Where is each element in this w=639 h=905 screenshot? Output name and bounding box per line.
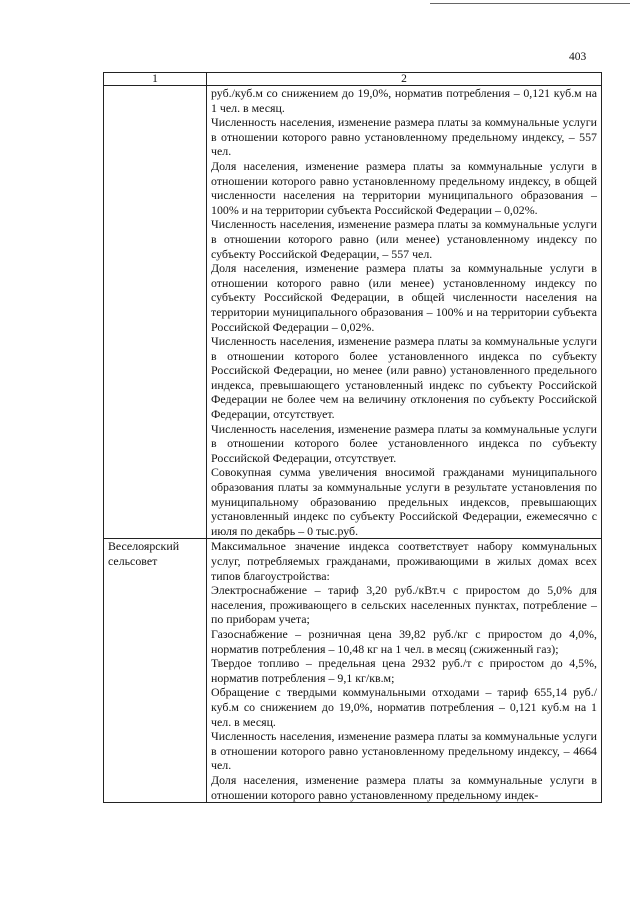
paragraph: Твердое топливо – предельная цена 2932 руб./т с приростом до 4,5%, норматив потребления – 9,1 кг/кв.м;: [211, 656, 597, 685]
paragraph: Численность населения, изменение размера платы за коммунальные услуги в отношении которого равно (или менее) установленному индексу по субъекту Российской Федерации, – 557 чел.: [211, 217, 597, 261]
paragraph: Максимальное значение индекса соответствует набору коммунальных услуг, потребляемых гражданами, проживающими в жилых домах всех типов благоустройства:: [211, 539, 597, 583]
paragraph: Доля населения, изменение размера платы за коммунальные услуги в отношении которого равно установленному предельному индек-: [211, 772, 597, 802]
paragraph: Численность населения, изменение размера платы за коммунальные услуги в отношении которого более установленного индекса по субъекту Российской Федерации, отсутствует.: [211, 421, 597, 465]
table-header-row: [104, 73, 602, 86]
paragraph: Численность населения, изменение размера платы за коммунальные услуги в отношении которого равно установленному предельному индексу, – 557 чел.: [211, 115, 597, 159]
municipality-name-cell: [104, 86, 207, 539]
paragraph: руб./куб.м со снижением до 19,0%, норматив потребления – 0,121 куб.м на 1 чел. в месяц.: [211, 86, 597, 115]
paragraph: Обращение с твердыми коммунальными отходами – тариф 655,14 руб./куб.м со снижением до 19,0%, норматив потребления – 0,121 куб.м на 1 чел. в месяц.: [211, 685, 597, 729]
top-rule: [430, 3, 630, 4]
paragraph: Электроснабжение – тариф 3,20 руб./кВт.ч с приростом до 5,0% для населения, проживающего в сельских населенных пунктах, потребление – по приборам учета;: [211, 583, 597, 627]
paragraph: Газоснабжение – розничная цена 39,82 руб./кг с приростом до 4,0%, норматив потребления – 10,48 кг на 1 чел. в месяц (сжиженный газ);: [211, 626, 597, 656]
column-header-1: 1: [104, 73, 207, 86]
column-header-2: 2: [207, 73, 602, 86]
description-cell: [207, 539, 602, 803]
data-table: [103, 72, 602, 803]
municipality-name-cell: Веселоярский сельсовет: [104, 539, 207, 803]
paragraph: Численность населения, изменение размера платы за коммунальные услуги в отношении которого равно установленному предельному индексу, – 4664 чел.: [211, 729, 597, 773]
paragraph: Доля населения, изменение размера платы за коммунальные услуги в отношении которого равно установленному предельному индексу, в общей численности населения на территории муниципального образования – 100% и на территории субъекта Российской Федерации – 0,02%.: [211, 158, 597, 217]
description-cell: [207, 86, 602, 539]
paragraph: Совокупная сумма увеличения вносимой гражданами муниципального образования платы за коммунальные услуги в результате установления по муниципальному образованию предельных индексов, превышающих установленный индекс по субъекту Российской Федерации, ежемесячно с июля по декабрь – 0 тыс.руб.: [211, 465, 597, 538]
table-row: [104, 539, 602, 803]
table-row: [104, 86, 602, 539]
page-number: 403: [569, 51, 587, 63]
paragraph: Численность населения, изменение размера платы за коммунальные услуги в отношении которого более установленного индекса по субъекту Российской Федерации, но менее (или равно) установленного предельного индекса, превышающего установленный индекс по субъекту Российской Федерации не более чем на величину отклонения по субъекту Российской Федерации, отсутствует.: [211, 334, 597, 422]
paragraph: Доля населения, изменение размера платы за коммунальные услуги в отношении которого равно (или менее) установленному индексу по субъекту Российской Федерации, в общей численности населения на территории муниципального образования – 100% и на территории субъекта Российской Федерации – 0,02%.: [211, 261, 597, 334]
